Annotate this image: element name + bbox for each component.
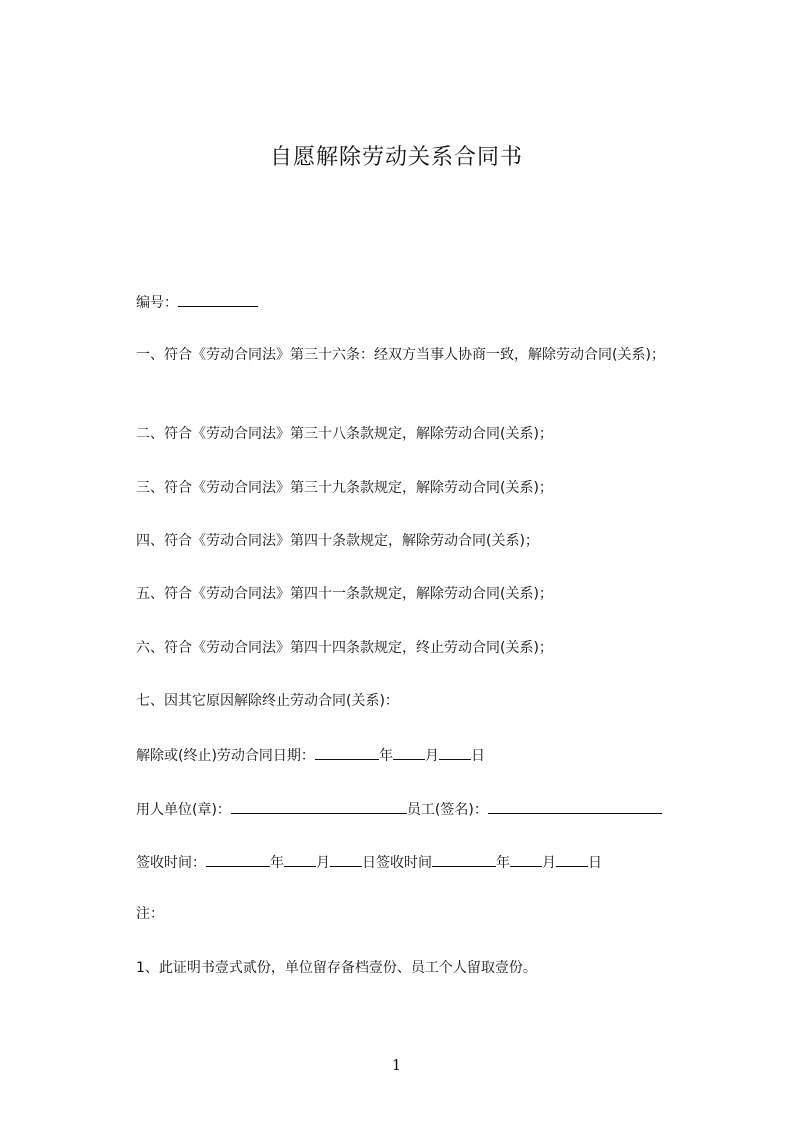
receipt-month2: 月	[542, 855, 556, 871]
employee-blank	[488, 799, 662, 814]
receipt-year2-blank	[432, 852, 496, 867]
termination-date-line	[136, 745, 485, 765]
receipt-month-blank	[284, 852, 316, 867]
receipt-day-blank	[330, 852, 362, 867]
termination-date-label: 解除或(终止)劳动合同日期：	[136, 748, 315, 764]
year-blank	[315, 745, 379, 760]
receipt-day-label: 日签收时间	[362, 855, 432, 871]
employer-blank	[231, 799, 407, 814]
receipt-label: 签收时间：	[136, 855, 206, 871]
clause-3: 三、符合《劳动合同法》第三十九条款规定，解除劳动合同(关系)；	[136, 480, 553, 496]
year-label: 年	[378, 748, 393, 764]
clause-6: 六、符合《劳动合同法》第四十四条款规定，终止劳动合同(关系)；	[136, 640, 553, 656]
clause-1: 一、符合《劳动合同法》第三十六条：经双方当事人协商一致，解除劳动合同(关系)；	[136, 347, 665, 363]
receipt-year-blank	[206, 852, 270, 867]
number-blank	[178, 292, 258, 307]
receipt-time-line	[136, 852, 602, 872]
note-item-1: 1、此证明书壹式贰份，单位留存备档壹份、员工个人留取壹份。	[136, 960, 537, 976]
month-blank	[393, 745, 425, 760]
day-label: 日	[470, 748, 485, 764]
number-label: 编号：	[136, 295, 178, 311]
receipt-month: 月	[316, 855, 330, 871]
clause-5: 五、符合《劳动合同法》第四十一条款规定，解除劳动合同(关系)；	[136, 586, 553, 602]
document-number-line	[136, 292, 258, 312]
receipt-year: 年	[270, 855, 284, 871]
employer-label: 用人单位(章)：	[136, 802, 231, 818]
receipt-month2-blank	[510, 852, 542, 867]
clause-7: 七、因其它原因解除终止劳动合同(关系)：	[136, 693, 399, 709]
day-blank	[439, 745, 471, 760]
clause-2: 二、符合《劳动合同法》第三十八条款规定，解除劳动合同(关系)；	[136, 426, 553, 442]
employee-label: 员工(签名)：	[406, 802, 488, 818]
receipt-day2-blank	[556, 852, 588, 867]
page-number: 1	[391, 1056, 402, 1074]
signature-line	[136, 799, 662, 819]
document-title: 自愿解除劳动关系合同书	[269, 145, 523, 170]
receipt-day2: 日	[588, 855, 602, 871]
note-label: 注：	[136, 906, 164, 922]
clause-4: 四、符合《劳动合同法》第四十条款规定，解除劳动合同(关系)；	[136, 533, 539, 549]
receipt-year2: 年	[496, 855, 510, 871]
month-label: 月	[424, 748, 439, 764]
